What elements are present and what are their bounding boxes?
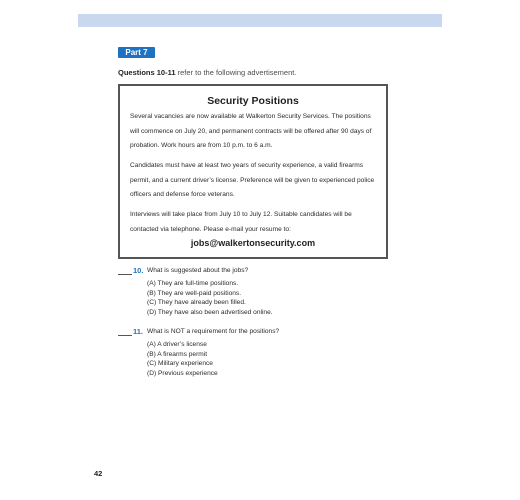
header-band (78, 14, 442, 27)
advertisement-paragraph-requirements: Candidates must have at least two years of security experience, a valid firearms permit, and a current driver’s license. Preference will be given to experienced police officers and defense force veterans. (130, 162, 375, 198)
answer-options (147, 279, 273, 317)
questions-intro (118, 68, 296, 78)
answer-option-c[interactable]: (C) They have already been filled. (147, 299, 246, 307)
answer-option-b[interactable]: (B) They are well-paid positions. (147, 289, 242, 297)
questions-range: Questions 10-11 (118, 68, 176, 77)
advertisement-box (118, 84, 388, 259)
question-text: What is suggested about the jobs? (147, 267, 249, 274)
answer-option-c[interactable]: (C) Military experience (147, 360, 213, 368)
answer-blank[interactable] (118, 274, 132, 275)
advertisement-title: Security Positions (207, 95, 299, 107)
answer-option-b[interactable]: (B) A firearms permit (147, 350, 208, 358)
question-text: What is NOT a requirement for the positions? (147, 328, 280, 335)
answer-options (147, 340, 218, 378)
question-number: 11. (133, 327, 144, 336)
answer-option-a[interactable]: (A) They are full-time positions. (147, 280, 239, 287)
advertisement-email: jobs@walkertonsecurity.com (190, 238, 316, 248)
question-number: 10. (133, 266, 144, 275)
answer-option-a[interactable]: (A) A driver’s license (147, 341, 207, 348)
answer-blank[interactable] (118, 335, 132, 336)
question-10 (118, 266, 418, 316)
question-11 (118, 327, 418, 377)
advertisement-paragraph-interviews: Interviews will take place from July 10 to July 12. Suitable candidates will be contacted via telephone. Please e-mail your resume to: (130, 211, 352, 233)
question-header (118, 327, 418, 337)
advertisement-paragraph-positions: Several vacancies are now available at Walkerton Security Services. The positions will commence on July 20, and permanent contracts will be offered after 90 days of probation. Work hours are from 10 p.m. to 6 a.m. (130, 113, 372, 149)
part-badge: Part 7 (118, 47, 155, 58)
questions-reference-text: refer to the following advertisement. (177, 68, 297, 77)
answer-option-d[interactable]: (D) Previous experience (147, 369, 218, 377)
question-header (118, 266, 418, 276)
page-number: 42 (94, 469, 103, 478)
answer-option-d[interactable]: (D) They have also been advertised online. (147, 308, 273, 316)
